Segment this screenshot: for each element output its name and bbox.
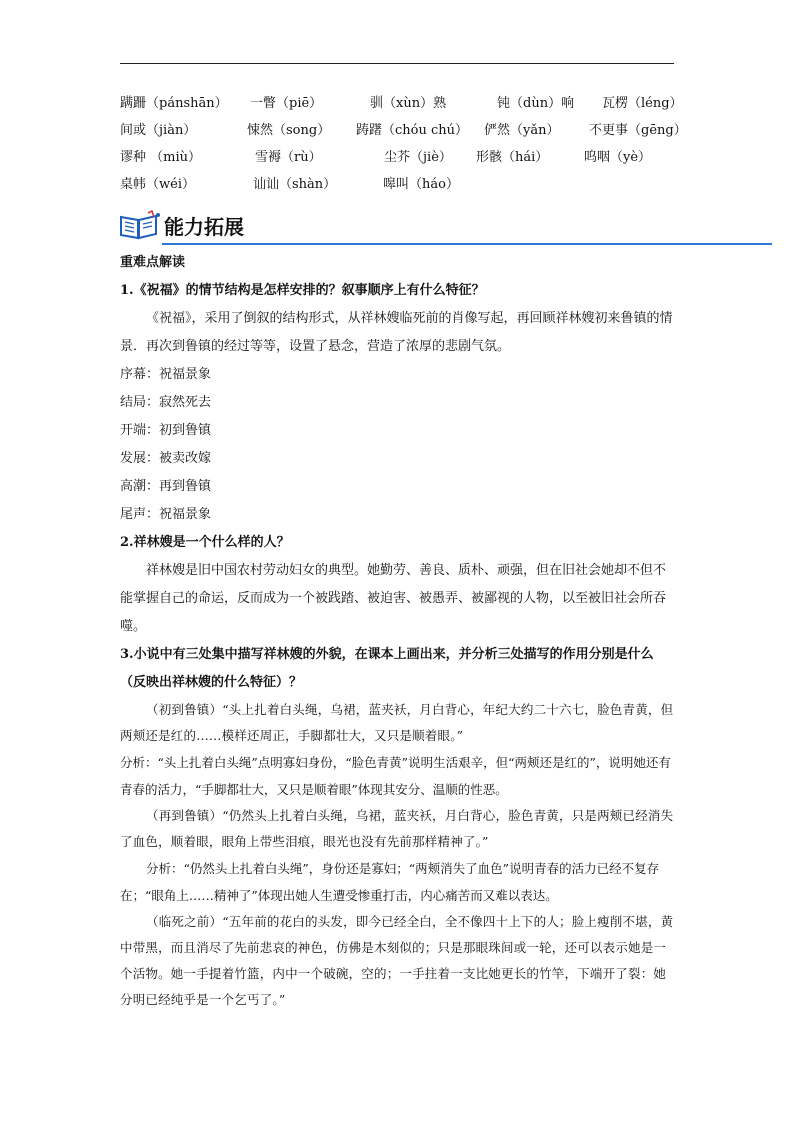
vocab-item: 俨然（yǎn）: [484, 123, 560, 138]
vocab-item: 驯（xùn）熟: [370, 96, 447, 111]
vocab-item: 雪褥（rù）: [255, 150, 322, 165]
vocab-row: [120, 173, 680, 200]
vocab-item: 尘芥（jiè）: [384, 150, 452, 165]
vocab-item: 讪讪（shàn）: [253, 177, 337, 192]
question-3: 3.小说中有三处集中描写祥林嫂的外貌，在课本上画出来，并分析三处描写的作用分别是什么（反映出祥林嫂的什么特征）？: [120, 647, 654, 690]
subheading: 重难点解读: [120, 255, 186, 270]
vocab-item: 呜咽（yè）: [584, 150, 652, 165]
structure-item: 结局：寂然死去: [120, 395, 212, 410]
quote-3: （临死之前）“五年前的花白的头发，即今已经全白，全不像四十上下的人；脸上瘦削不堪，黄中带黑，而且消尽了先前悲哀的神色，仿佛是木刻似的；只是那眼珠间或一轮，还可以表示她是一个活物。她一手提着竹篮，内中一个破碗，空的；一手拄着一支比她更长的竹竿，下端开了裂：她分明已经纯乎是一个乞丐了。”: [120, 914, 674, 1007]
structure-item: 序幕：祝福景象: [120, 367, 212, 382]
vocab-item: 一瞥（piē）: [250, 96, 323, 111]
section-rule: [162, 243, 772, 245]
open-book-icon: [118, 210, 162, 240]
question-1: 1.《祝福》的情节结构是怎样安排的？叙事顺序上有什么特征？: [120, 283, 485, 298]
vocab-item: 钝（dùn）响: [497, 96, 575, 111]
answer-2: 祥林嫂是旧中国农村劳动妇女的典型。她勤劳、善良、质朴、顽强，但在旧社会她却不但不能掌握自己的命运，反而成为一个被践踏、被迫害、被愚弄、被鄙视的人物，以至被旧社会所吞噬。: [120, 563, 667, 634]
structure-item: 开端：初到鲁镇: [120, 423, 212, 438]
section-title: 能力拓展: [164, 215, 244, 239]
vocab-item: 蹒跚（pánshān）: [120, 96, 228, 111]
analysis-2: 分析：“仍然头上扎着白头绳”，身份还是寡妇；“两颊消失了血色”说明青春的活力已经不复存在；“眼角上……精神了”体现出她人生遭受惨重打击，内心痛苦而又难以表达。: [120, 861, 660, 903]
vocab-item: 桌帏（wéi）: [120, 177, 195, 192]
question-2: 2.祥林嫂是一个什么样的人？: [120, 535, 290, 550]
main-content: [120, 249, 676, 1013]
quote-1: （初到鲁镇）“头上扎着白头绳，乌裙，蓝夹袄，月白背心，年纪大约二十六七，脸色青黄，但两颊还是红的……模样还周正，手脚都壮大，又只是顺着眼。”: [120, 702, 674, 743]
vocab-row: [120, 146, 680, 173]
vocab-item: 悚然（song）: [247, 123, 331, 138]
vocab-item: 形骸（hái）: [476, 150, 549, 165]
vocab-item: 间或（jiàn）: [120, 123, 197, 138]
analysis-1: 分析：“头上扎着白头绳”点明寡妇身份，“脸色青黄”说明生活艰辛，但“两颊还是红的”，说明她还有青春的活力，“手脚都壮大，又只是顺着眼”体现其安分、温顺的性恶。: [120, 755, 671, 797]
vocabulary-list: [120, 92, 687, 200]
structure-item: 尾声：祝福景象: [120, 507, 212, 522]
quote-2: （再到鲁镇）“仍然头上扎着白头绳，乌裙，蓝夹袄，月白背心，脸色青黄，只是两颊已经消失了血色，顺着眼，眼角上带些泪痕，眼光也没有先前那样精神了。”: [120, 808, 674, 849]
vocab-item: 瓦楞（léng）: [602, 96, 683, 111]
top-rule: [120, 63, 674, 64]
vocab-item: 踌躇（chóu chú）: [356, 123, 469, 138]
structure-item: 高潮：再到鲁镇: [120, 479, 212, 494]
answer-1: 《祝福》，采用了倒叙的结构形式，从祥林嫂临死前的肖像写起，再回顾祥林嫂初来鲁镇的情景．再次到鲁镇的经过等等，设置了悬念，营造了浓厚的悲剧气氛。: [120, 311, 673, 354]
vocab-item: 谬种 （miù）: [120, 150, 201, 165]
vocab-row: [120, 92, 683, 119]
structure-item: 发展：被卖改嫁: [120, 451, 212, 466]
vocab-item: 嗥叫（háo）: [383, 177, 459, 192]
vocab-row: [120, 119, 687, 146]
vocab-item: 不更事（gēng）: [589, 123, 687, 138]
section-header: [118, 208, 772, 244]
